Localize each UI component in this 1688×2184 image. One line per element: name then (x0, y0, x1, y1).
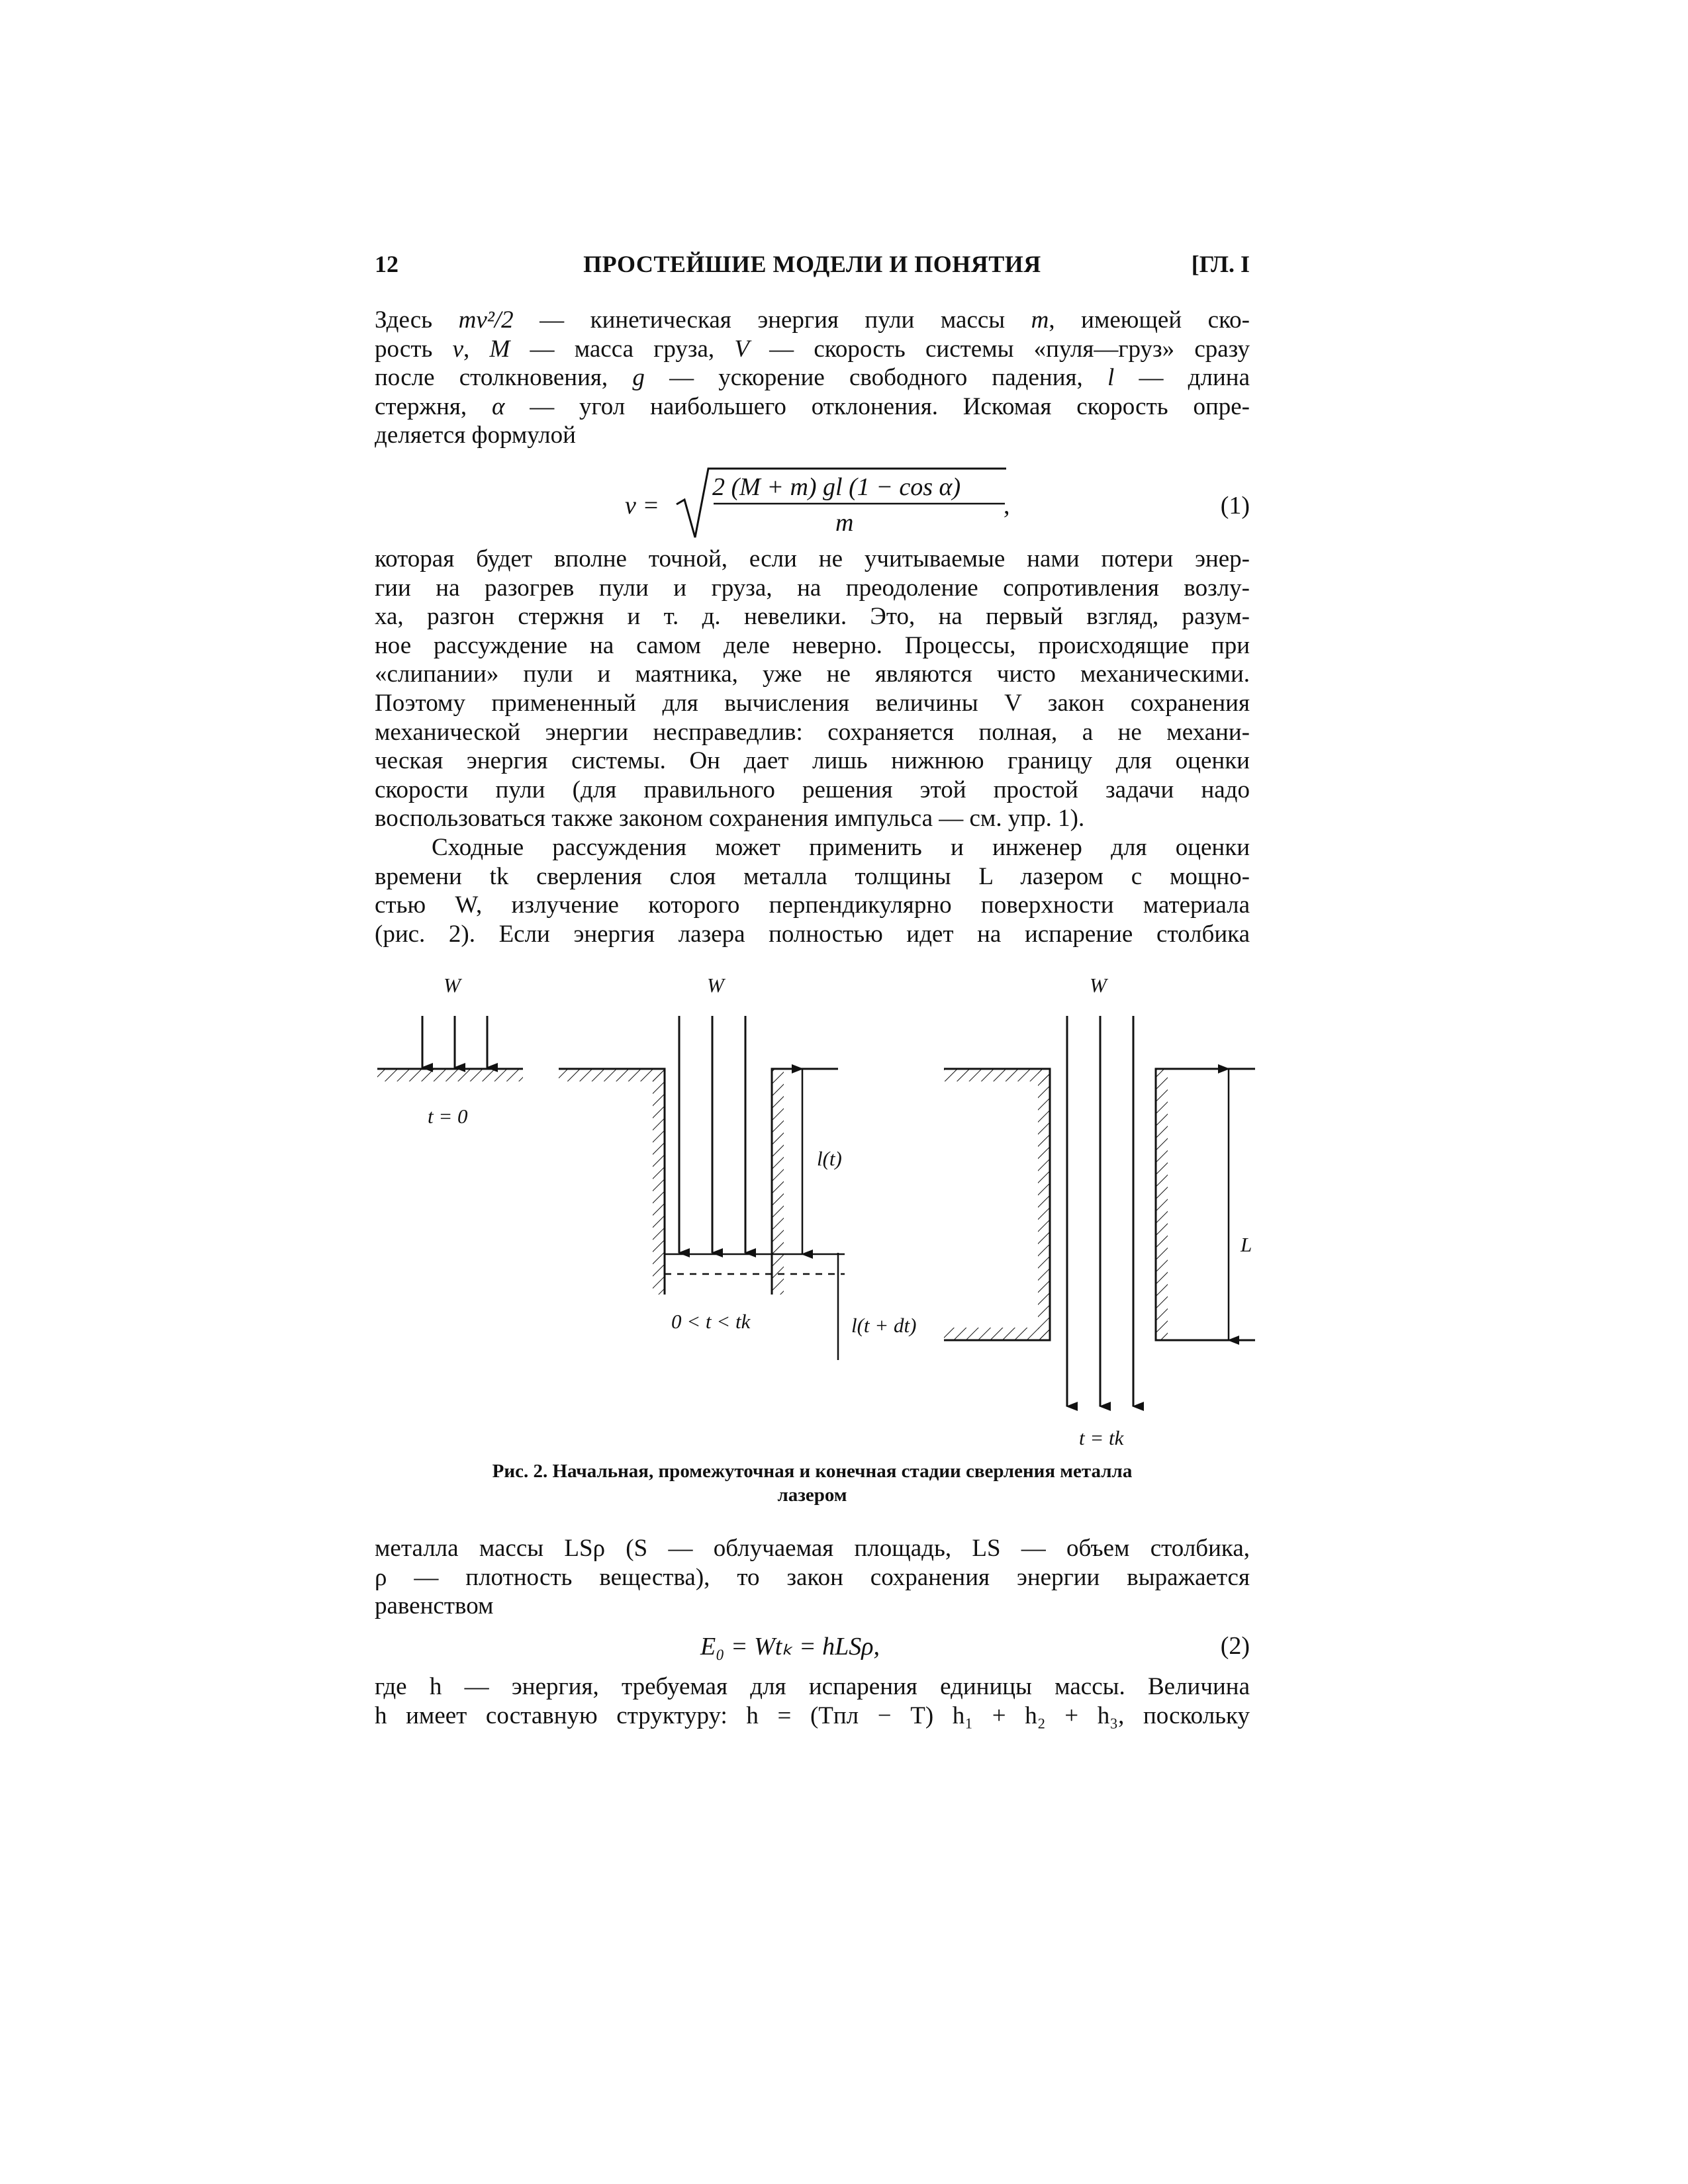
running-title: ПРОСТЕЙШИЕ МОДЕЛИ И ПОНЯТИЯ (583, 251, 1041, 277)
text-line: которая будет вполне точной, если не учитываемые нами потери энер- (375, 545, 1250, 572)
paragraph-4 (375, 1534, 1250, 1621)
eq2-number: (2) (1220, 1632, 1250, 1660)
text-line: ческая энергия системы. Он дает лишь нижнюю границу для оценки (375, 747, 1250, 775)
text-line: скорости пули (для правильного решения этой простой задачи надо (375, 776, 1250, 803)
text-line: (рис. 2). Если энергия лазера полностью идет на испарение столбика (375, 920, 1250, 948)
laser-power-label: W (1090, 974, 1107, 997)
wall-hatch (1038, 1069, 1050, 1341)
text-line: механической энергии несправедлив: сохраняется полная, а не механи- (375, 718, 1250, 746)
stage-final (944, 974, 1255, 1449)
hole-wall-left (944, 1069, 1050, 1340)
wall-hatch (653, 1069, 665, 1295)
wall-hatch (1156, 1069, 1168, 1341)
stage-intermediate (559, 974, 916, 1360)
text-line: после столкновения, g — ускорение свободного падения, l — длина (375, 364, 1250, 392)
figure-caption (375, 1459, 1250, 1507)
paragraph-1 (375, 306, 1250, 450)
depth-next-label: l(t + dt) (851, 1314, 917, 1337)
text-line: «слипании» пули и маятника, уже не являются чисто механическими. (375, 660, 1250, 688)
text-line: ха, разгон стержня и т. д. невелики. Это, на первый взгляд, разум- (375, 603, 1250, 631)
text-line: времени tk сверления слоя металла толщины L лазером с мощно- (375, 862, 1250, 890)
text-line: Сходные рассуждения может применить и инженер для оценки (432, 834, 1250, 861)
text-line: ное рассуждение на самом деле неверно. Процессы, происходящие при (375, 631, 1250, 659)
chapter-label: [ГЛ. I (1191, 251, 1250, 277)
text-line: Здесь mv²/2 — кинетическая энергия пули массы m, имеющей ско- (375, 306, 1250, 334)
metal-hatch (377, 1069, 523, 1081)
text-line: гии на разогрев пули и груза, на преодоление сопротивления возлу- (375, 574, 1250, 602)
text-line: где h — энергия, требуемая для испарения единицы массы. Величина (375, 1673, 1250, 1700)
text-line: ρ — плотность вещества), то закон сохранения энергии выражается (375, 1563, 1250, 1591)
text-line: равенством (375, 1592, 494, 1620)
paragraph-5 (375, 1672, 1250, 1730)
caption-line: лазером (777, 1484, 847, 1506)
stage-initial-label: t = 0 (428, 1105, 468, 1128)
eq1-number: (1) (1220, 492, 1250, 520)
laser-power-label: W (707, 974, 724, 997)
figure-drilling-stages (375, 970, 1255, 1453)
metal-hatch (944, 1328, 1050, 1340)
depth-label: l(t) (817, 1147, 842, 1170)
stage-final-label: t = tk (1079, 1426, 1124, 1449)
metal-hatch (944, 1069, 1050, 1081)
hole-wall-left (559, 1069, 665, 1295)
laser-power-label: W (444, 974, 461, 997)
page-number: 12 (375, 251, 399, 277)
stage-intermediate-label: 0 < t < tk (671, 1310, 751, 1333)
page-header (375, 250, 1250, 283)
text-line: стью W, излучение которого перпендикулярно поверхности материала (375, 891, 1250, 919)
text-line: стержня, α — угол наибольшего отклонения. Искомая скорость опре- (375, 392, 1250, 420)
text-line: Поэтому примененный для вычисления величины V закон сохранения (375, 689, 1250, 717)
eq1-lhs: v = (625, 492, 660, 520)
text-line: h имеет составную структуру: h = (Tпл − T) h₁ + h₂ + h₃, поскольку (375, 1702, 1250, 1729)
hole-wall-right (1156, 1069, 1255, 1340)
eq2-body: E₀ = Wtₖ = hLSρ, (700, 1633, 880, 1661)
wall-hatch (772, 1069, 784, 1295)
paragraph-3 (375, 833, 1250, 948)
thickness-label: L (1241, 1233, 1252, 1256)
text-line: воспользоваться также законом сохранения импульса — см. упр. 1). (375, 805, 1085, 833)
metal-hatch (559, 1069, 665, 1081)
eq1-denominator: m (835, 509, 854, 537)
eq1-numerator: 2 (M + m) gl (1 − cos α) (712, 473, 961, 501)
text-line: деляется формулой (375, 422, 576, 449)
text-line: рость v, M — масса груза, V — скорость системы «пуля—груз» сразу (375, 335, 1250, 363)
stage-initial (377, 974, 523, 1128)
caption-line: Рис. 2. Начальная, промежуточная и конечная стадии сверления металла (492, 1461, 1133, 1482)
eq1-comma: , (1004, 492, 1010, 520)
paragraph-2 (375, 545, 1250, 833)
text-line: металла массы LSρ (S — облучаемая площадь, LS — объем столбика, (375, 1535, 1250, 1562)
